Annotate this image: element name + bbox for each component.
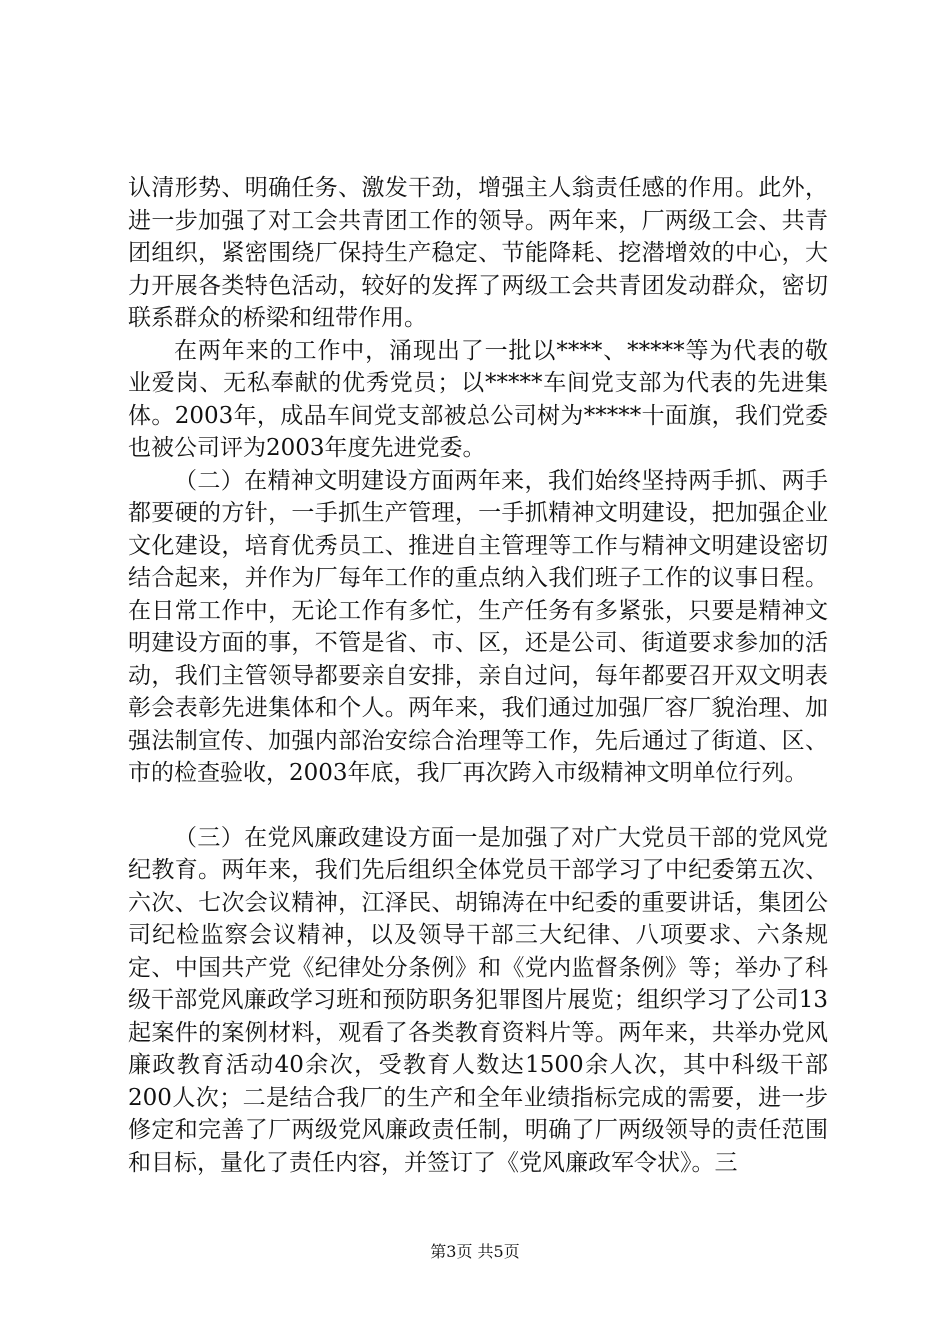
paragraph-spiritual-civilization: （二）在精神文明建设方面两年来，我们始终坚持两手抓、两手都要硬的方针，一手抓生产管理，一手抓精神文明建设，把加强企业文化建设，培育优秀员工、推进自主管理等工作与精神文明建设密切结合起来，并作为厂每年工作的重点纳入我们班子工作的议事日程。在日常工作中，无论工作有多忙，生产任务有多紧张，只要是精神文明建设方面的事，不管是省、市、区，还是公司、街道要求参加的活动，我们主管领导都要亲自安排，亲自过问，每年都要召开双文明表彰会表彰先进集体和个人。两年来，我们通过加强厂容厂貌治理、加强法制宣传、加强内部治安综合治理等工作，先后通过了街道、区、市的检查验收，2003年底，我厂再次跨入市级精神文明单位行列。 <box>128 467 828 786</box>
page-number-footer: 第3页 共5页 <box>430 1242 520 1261</box>
document-body <box>128 172 828 1179</box>
paragraph-party-integrity: （三）在党风廉政建设方面一是加强了对广大党员干部的党风党纪教育。两年来，我们先后组织全体党员干部学习了中纪委第五次、六次、七次会议精神，江泽民、胡锦涛在中纪委的重要讲话，集团公司纪检监察会议精神，以及领导干部三大纪律、八项要求、六条规定、中国共产党《纪律处分条例》和《党内监督条例》等；举办了科级干部党风廉政学习班和预防职务犯罪图片展览；组织学习了公司13起案件的案例材料，观看了各类教育资料片等。两年来，共举办党风廉政教育活动40余次，受教育人数达1500余人次，其中科级干部200人次；二是结合我厂的生产和全年业绩指标完成的需要，进一步修定和完善了厂两级党风廉政责任制，明确了厂两级领导的责任范围和目标，量化了责任内容，并签订了《党风廉政军令状》。三 <box>128 824 828 1176</box>
paragraph-outstanding-members: 在两年来的工作中，涌现出了一批以****、*****等为代表的敬业爱岗、无私奉献的优秀党员；以*****车间党支部为代表的先进集体。2003年，成品车间党支部被总公司树为*****十面旗，我们党委也被公司评为2003年度先进党委。 <box>128 337 828 461</box>
paragraph-union-youth-league: 认清形势、明确任务、激发干劲，增强主人翁责任感的作用。此外，进一步加强了对工会共青团工作的领导。两年来，厂两级工会、共青团组织，紧密围绕厂保持生产稳定、节能降耗、挖潜增效的中心，大力开展各类特色活动，较好的发挥了两级工会共青团发动群众，密切联系群众的桥梁和纽带作用。 <box>128 175 828 331</box>
